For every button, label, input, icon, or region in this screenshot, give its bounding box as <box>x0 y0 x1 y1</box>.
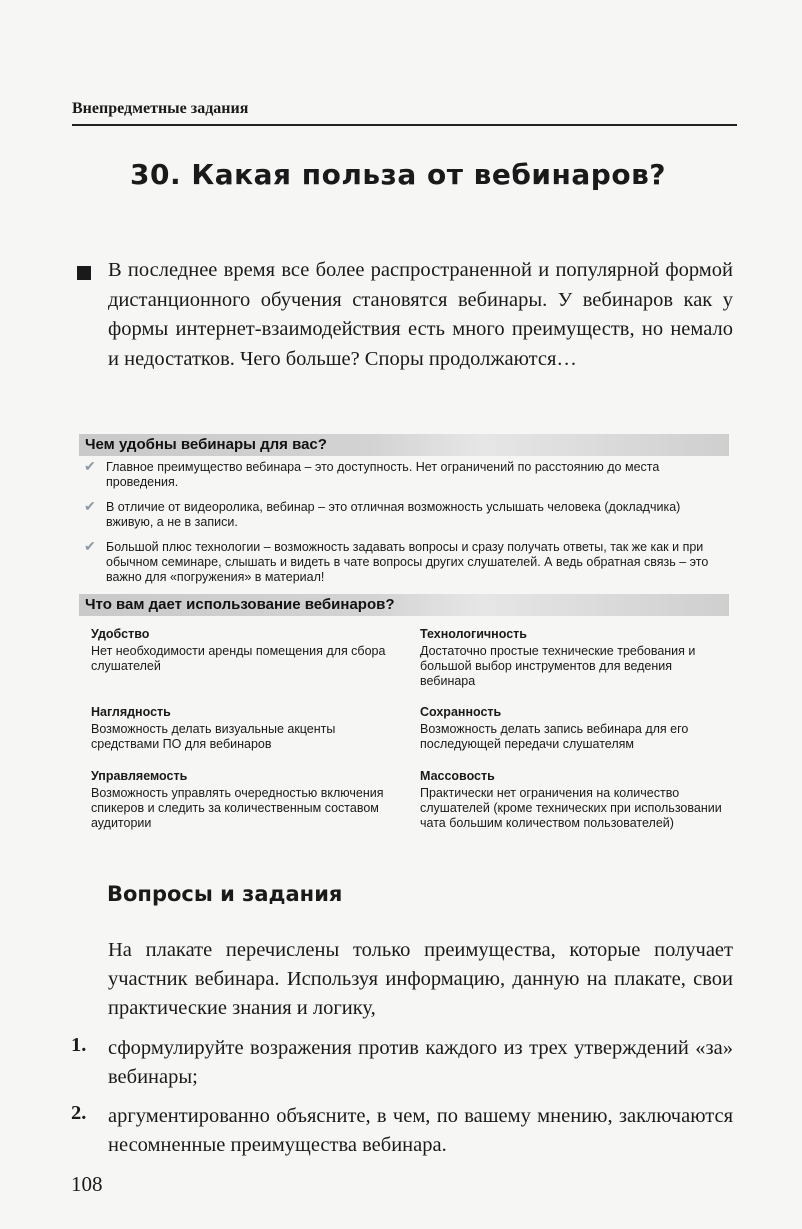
checkmark-icon: ✔ <box>84 538 96 554</box>
poster-section1-title: Чем удобны вебинары для вас? <box>79 434 729 456</box>
feature-title: Удобство <box>91 627 150 641</box>
question-text: сформулируйте возражения против каждого из трех утверждений «за» вебинары; <box>108 1037 733 1088</box>
checklist-item <box>84 500 724 530</box>
feature-text: Нет необходимости аренды помещения для сбора слушателей <box>91 644 386 673</box>
feature-title: Технологичность <box>420 627 527 641</box>
bullet-square-icon <box>77 266 91 280</box>
checklist-item <box>84 460 724 490</box>
checkmark-icon: ✔ <box>84 498 96 514</box>
feature-convenience <box>91 627 401 674</box>
feature-visibility <box>91 705 401 752</box>
feature-text: Достаточно простые технические требования и большой выбор инструментов для ведения вебинара <box>420 644 696 688</box>
feature-text: Практически нет ограничения на количество слушателей (кроме технических при использовании чата большим количеством пользователей) <box>420 786 722 830</box>
intro-paragraph: В последнее время все более распространенной и популярной формой дистанционного обучения становятся вебинары. У вебинаров как у формы интернет-взаимодействия есть много преимуществ, но немало и недостатков. Чего больше? Споры продолжаются… <box>108 259 733 370</box>
page-number: 108 <box>71 1172 103 1196</box>
header-rule <box>72 124 737 126</box>
poster-section2-title: Что вам дает использование вебинаров? <box>79 594 729 616</box>
feature-title: Управляемость <box>91 769 188 783</box>
feature-scale <box>420 769 730 831</box>
feature-title: Сохранность <box>420 705 502 719</box>
questions-intro: На плакате перечислены только преимущества, которые получает участник вебинара. Используя информацию, данную на плакате, свои практические знания и логику, <box>108 939 733 1019</box>
feature-manageability <box>91 769 401 831</box>
checklist-text: Большой плюс технологии – возможность задавать вопросы и сразу получать ответы, так же как и при обычном семинаре, слышать и видеть в чате вопросы других слушателей. А ведь обратная связь – это важно для «погружения» в материал! <box>106 540 709 584</box>
feature-technology <box>420 627 730 689</box>
question-number: 1. <box>71 1034 87 1056</box>
checklist-item <box>84 540 724 585</box>
questions-title: Вопросы и задания <box>107 882 343 906</box>
feature-text: Возможность делать визуальные акценты средствами ПО для вебинаров <box>91 722 336 751</box>
feature-text: Возможность управлять очередностью включения спикеров и следить за количественным составом аудитории <box>91 786 384 830</box>
checklist-text: Главное преимущество вебинара – это доступность. Нет ограничений по расстоянию до места проведения. <box>106 460 660 489</box>
feature-title: Массовость <box>420 769 495 783</box>
page-title: 30. Какая польза от вебинаров? <box>130 158 667 191</box>
section-label: Внепредметные задания <box>72 100 249 117</box>
question-number: 2. <box>71 1102 87 1124</box>
question-text: аргументированно объясните, в чем, по вашему мнению, заключаются несомненные преимущества вебинара. <box>108 1105 733 1156</box>
feature-text: Возможность делать запись вебинара для его последующей передачи слушателям <box>420 722 689 751</box>
checkmark-icon: ✔ <box>84 458 96 474</box>
checklist-text: В отличие от видеоролика, вебинар – это отличная возможность услышать человека (докладчика) вживую, а не в записи. <box>106 500 681 529</box>
feature-title: Наглядность <box>91 705 171 719</box>
feature-preservation <box>420 705 730 752</box>
